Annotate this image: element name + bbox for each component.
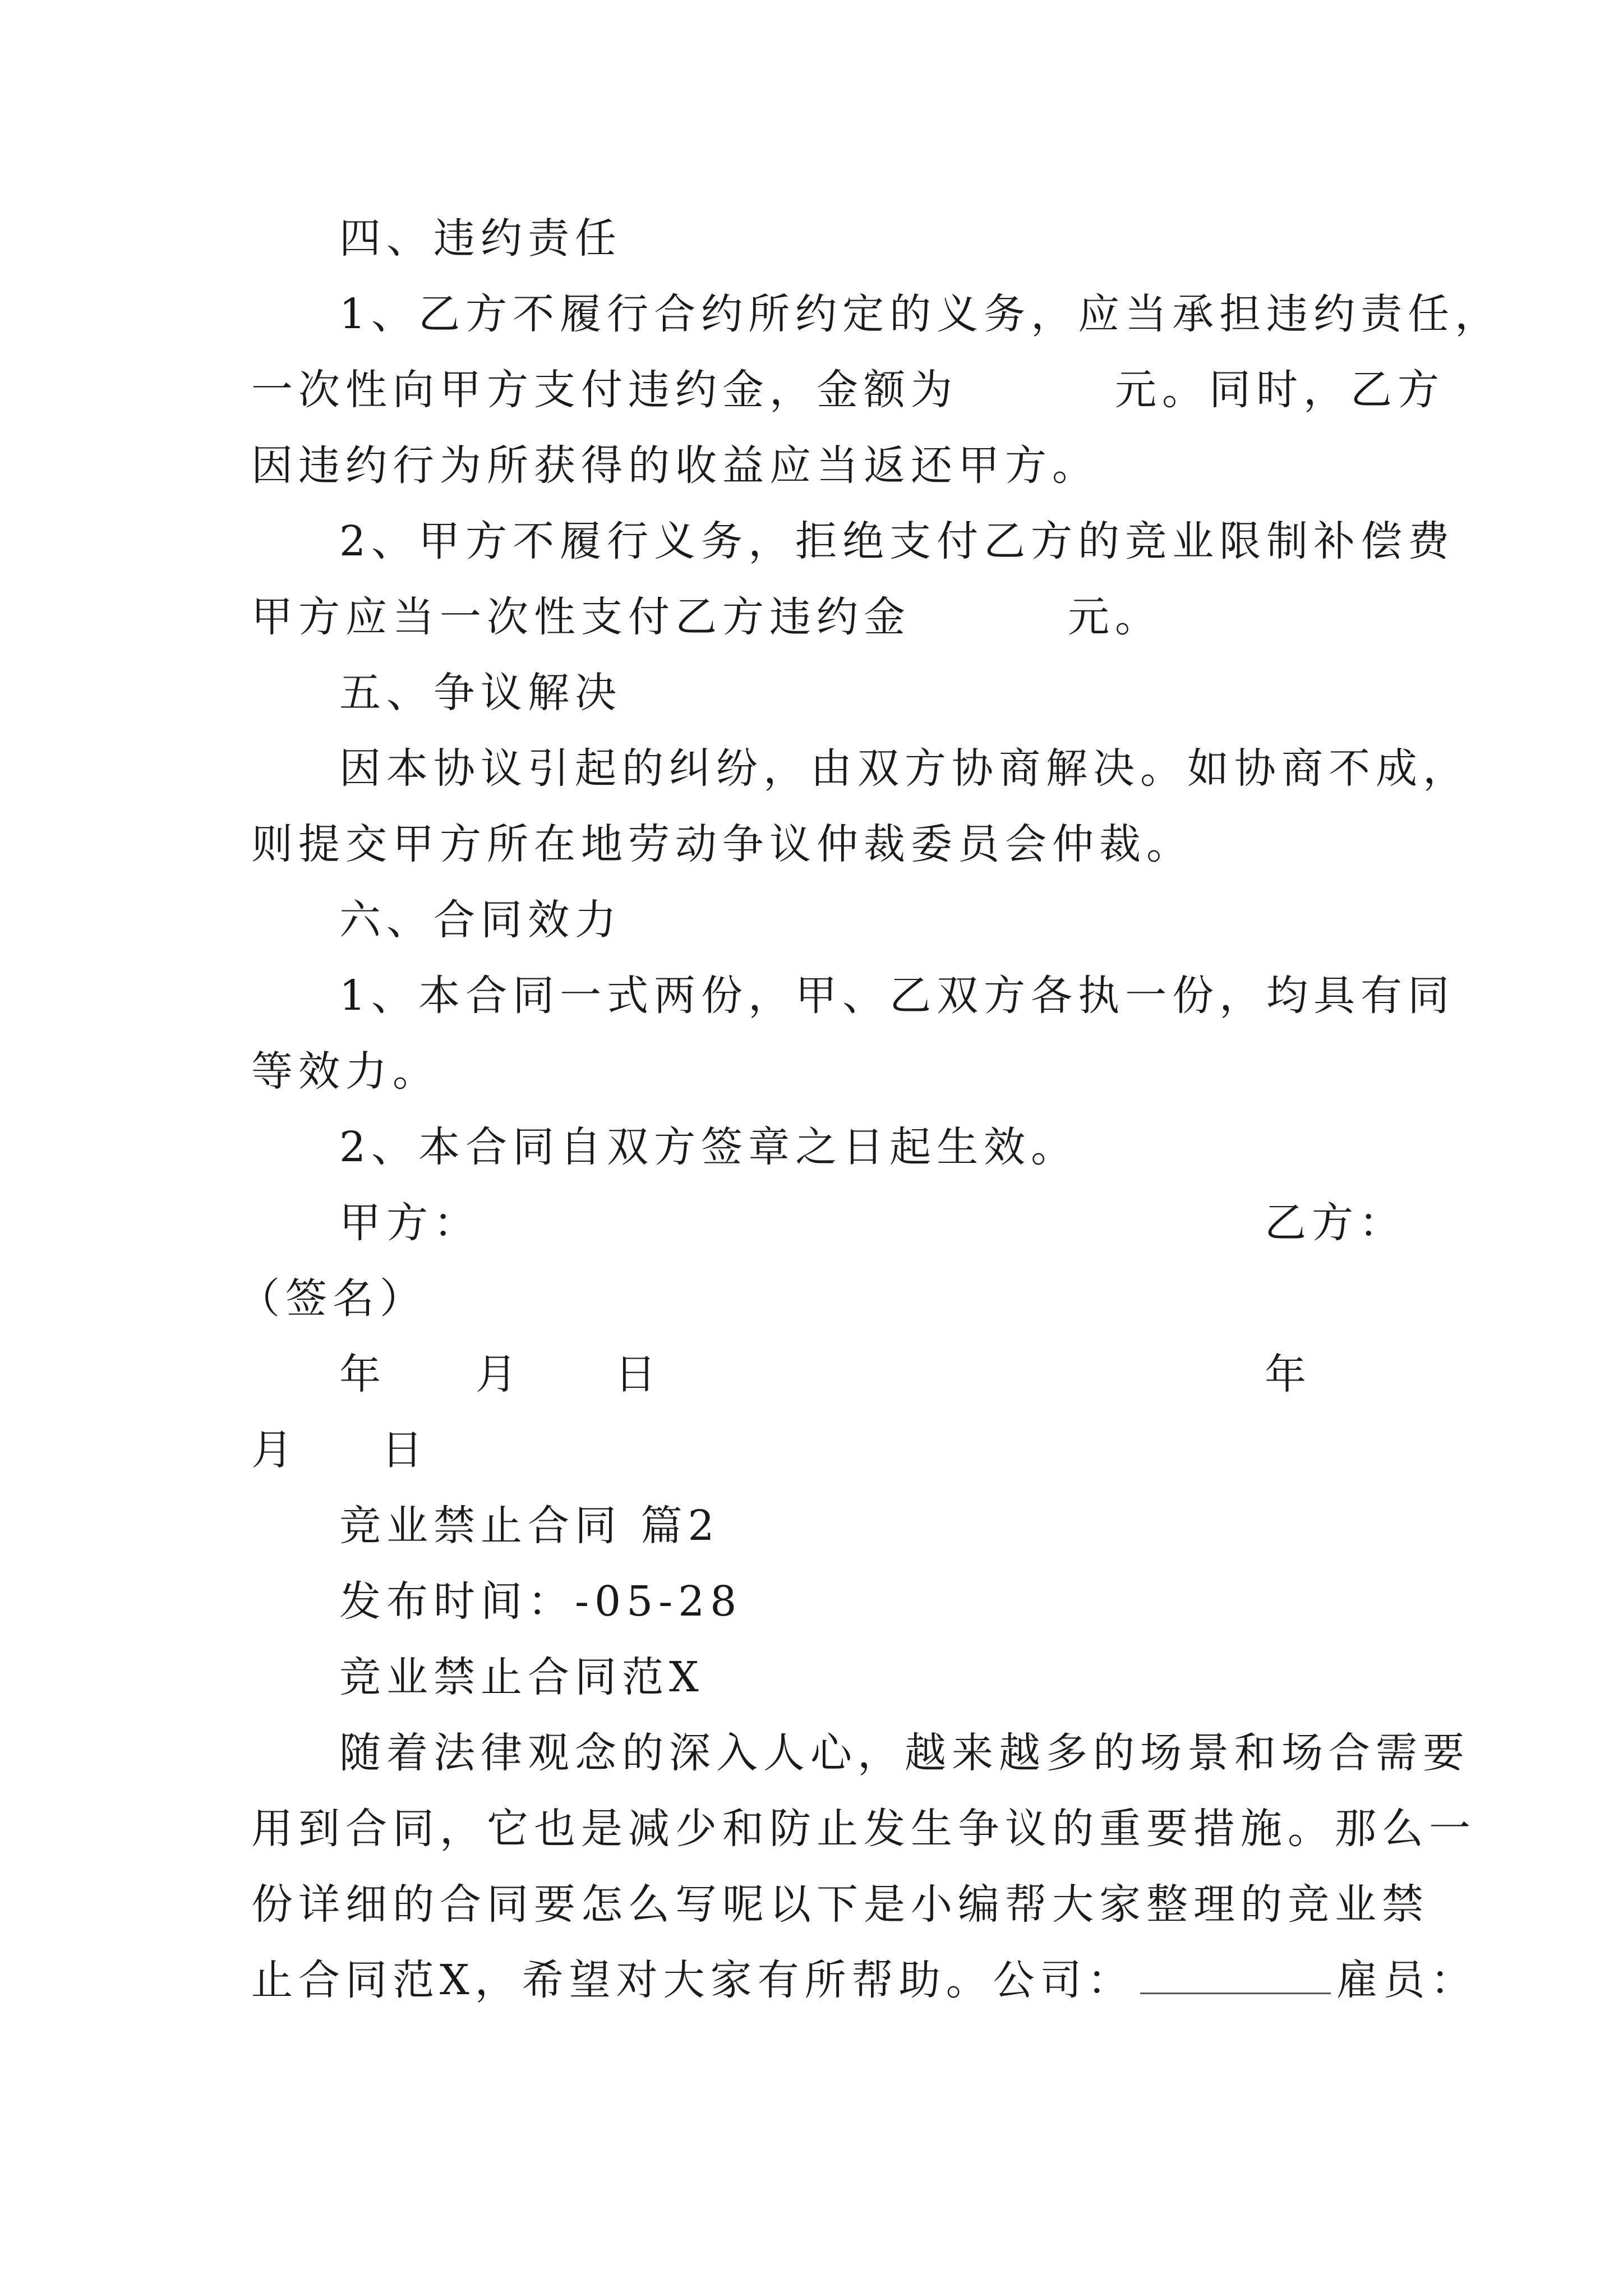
breach-item2-line1: 2、甲方不履行义务，拒绝支付乙方的竞业限制补偿费 — [339, 517, 1455, 565]
article2-subtitle: 竞业禁止合同范X — [339, 1653, 704, 1701]
breach-item2-line2-text: 甲方应当一次性支付乙方违约金 — [251, 593, 911, 641]
breach-item1-line1: 1、乙方不履行合约所约定的义务，应当承担违约责任， — [339, 290, 1502, 338]
date-year-a: 年 — [339, 1350, 386, 1398]
article2-para-line2: 用到合同，它也是减少和防止发生争议的重要措施。那么一 — [251, 1805, 1476, 1853]
date-month-a: 月 — [476, 1350, 523, 1398]
sign-label: （签名） — [238, 1274, 427, 1323]
article2-title: 竞业禁止合同 篇2 — [339, 1502, 720, 1550]
date-day-b: 日 — [381, 1426, 428, 1474]
breach-item2-line2-unit: 元。 — [1068, 593, 1162, 641]
party-a-label: 甲方： — [339, 1199, 481, 1247]
article2-para-line1: 随着法律观念的深入人心，越来越多的场景和场合需要 — [339, 1729, 1470, 1777]
breach-item2-line2 — [251, 589, 1162, 645]
date-year-b: 年 — [1265, 1350, 1312, 1398]
dispute-line2: 则提交甲方所在地劳动争议仲裁委员会仲裁。 — [251, 820, 1193, 868]
effect-heading: 六、合同效力 — [339, 896, 622, 944]
publish-time: 发布时间：-05-28 — [339, 1577, 743, 1626]
breach-heading: 四、违约责任 — [339, 214, 622, 263]
breach-item1-line2 — [251, 362, 1445, 418]
dispute-line1: 因本协议引起的纠纷，由双方协商解决。如协商不成， — [339, 744, 1470, 793]
date-month-b: 月 — [251, 1426, 298, 1474]
party-b-label: 乙方： — [1265, 1199, 1406, 1247]
breach-item1-line3: 因违约行为所获得的收益应当返还甲方。 — [251, 441, 1099, 490]
article2-para-line4 — [251, 1952, 1478, 2008]
effect-item1-line1: 1、本合同一式两份，甲、乙双方各执一份，均具有同 — [339, 972, 1455, 1020]
effect-item2: 2、本合同自双方签章之日起生效。 — [339, 1123, 1078, 1171]
date-day-a: 日 — [615, 1350, 662, 1398]
effect-item1-line2: 等效力。 — [251, 1047, 440, 1096]
employee-label: 雇员： — [1336, 1956, 1478, 2004]
dispute-heading: 五、争议解决 — [339, 669, 622, 717]
breach-item1-line2-text: 一次性向甲方支付违约金，金额为 — [251, 366, 958, 414]
company-blank — [1140, 1959, 1331, 1994]
article2-para-line4-text: 止合同范X，希望对大家有所帮助。公司： — [251, 1956, 1135, 2004]
article2-para-line3: 份详细的合同要怎么写呢以下是小编帮大家整理的竞业禁 — [251, 1880, 1429, 1929]
breach-item1-line2-unit: 元。同时，乙方 — [1115, 366, 1445, 414]
